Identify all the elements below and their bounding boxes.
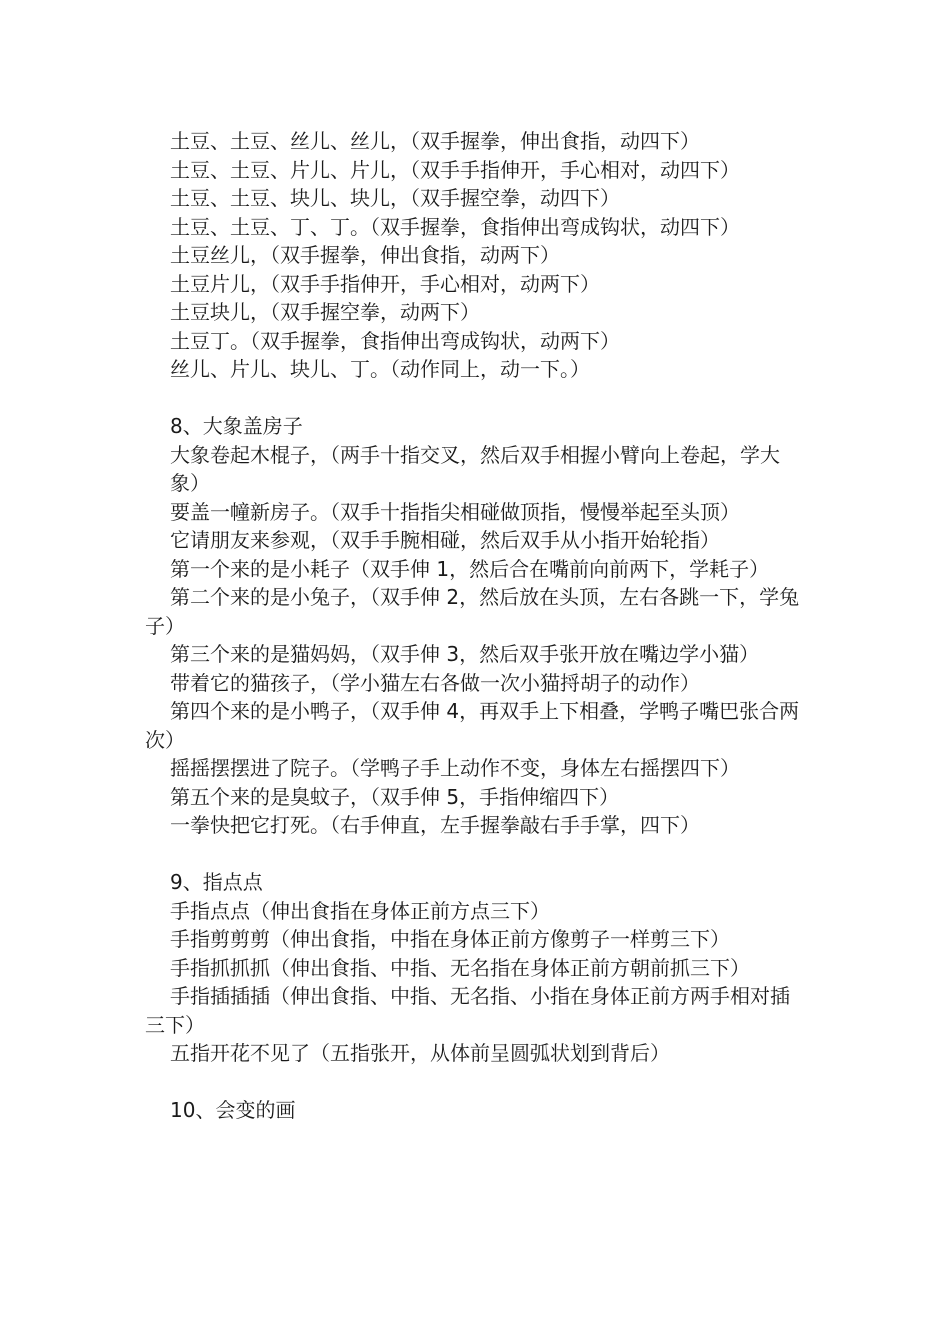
rhyme-line: 带着它的猫孩子，（学小猫左右各做一次小猫捋胡子的动作）	[170, 670, 700, 695]
rhyme-line: 它请朋友来参观，（双手手腕相碰，然后双手从小指开始轮指）	[170, 528, 720, 552]
rhyme-line: 第五个来的是臭蚊子，（双手伸 5，手指伸缩四下）	[170, 784, 620, 809]
rhyme-line: 土豆、土豆、丝儿、丝儿，（双手握拳，伸出食指，动四下）	[170, 129, 700, 153]
section-heading: 9、指点点	[170, 870, 263, 894]
rhyme-line: 五指开花不见了（五指张开，从体前呈圆弧状划到背后）	[170, 1041, 670, 1065]
rhyme-line: 土豆块儿，（双手握空拳，动两下）	[170, 300, 480, 324]
spacer	[145, 840, 805, 869]
spacer	[145, 1068, 805, 1097]
rhyme-line: 第一个来的是小耗子（双手伸 1，然后合在嘴前向前两下，学耗子）	[170, 556, 770, 581]
rhyme-line: 第四个来的是小鸭子，（双手伸 4，再双手上下相叠，学鸭子嘴巴张合两次）	[145, 699, 800, 752]
rhyme-line: 手指剪剪剪（伸出食指，中指在身体正前方像剪子一样剪三下）	[170, 927, 730, 951]
rhyme-line: 第三个来的是猫妈妈，（双手伸 3，然后双手张开放在嘴边学小猫）	[170, 642, 760, 666]
rhyme-line: 土豆片儿，（双手手指伸开，手心相对，动两下）	[170, 271, 600, 296]
rhyme-line: 第二个来的是小兔子，（双手伸 2，然后放在头顶，左右各跳一下，学兔子）	[145, 585, 800, 638]
rhyme-line: 大象卷起木棍子，（两手十指交叉，然后双手相握小臂向上卷起，学大象）	[170, 442, 780, 495]
rhyme-line: 土豆、土豆、丁、丁。（双手握拳，食指伸出弯成钩状，动四下）	[170, 214, 740, 239]
potato-rhyme	[145, 127, 805, 384]
section-elephant-house	[145, 412, 805, 840]
rhyme-line: 丝儿、片儿、块儿、丁。（动作同上，动一下。）	[170, 357, 590, 381]
rhyme-line: 手指点点（伸出食指在身体正前方点三下）	[170, 898, 550, 923]
rhyme-line: 一拳快把它打死。（右手伸直，左手握拳敲右手手掌，四下）	[170, 813, 700, 837]
section-finger-points	[145, 868, 805, 1068]
section-heading: 8、大象盖房子	[170, 414, 303, 438]
rhyme-line: 手指插插插（伸出食指、中指、无名指、小指在身体正前方两手相对插三下）	[145, 984, 790, 1037]
section-changing-picture	[145, 1096, 805, 1125]
spacer	[145, 384, 805, 413]
rhyme-line: 土豆、土豆、片儿、片儿，（双手手指伸开，手心相对，动四下）	[170, 157, 740, 182]
rhyme-line: 手指抓抓抓（伸出食指、中指、无名指在身体正前方朝前抓三下）	[170, 955, 750, 980]
rhyme-line: 摇摇摆摆进了院子。（学鸭子手上动作不变，身体左右摇摆四下）	[170, 756, 740, 780]
section-heading: 10、会变的画	[170, 1098, 296, 1122]
rhyme-line: 土豆丁。（双手握拳，食指伸出弯成钩状，动两下）	[170, 328, 620, 353]
document-body	[145, 127, 805, 1125]
rhyme-line: 土豆丝儿，（双手握拳，伸出食指，动两下）	[170, 243, 560, 267]
rhyme-line: 要盖一幢新房子。（双手十指指尖相碰做顶指，慢慢举起至头顶）	[170, 499, 740, 524]
rhyme-line: 土豆、土豆、块儿、块儿，（双手握空拳，动四下）	[170, 186, 620, 210]
